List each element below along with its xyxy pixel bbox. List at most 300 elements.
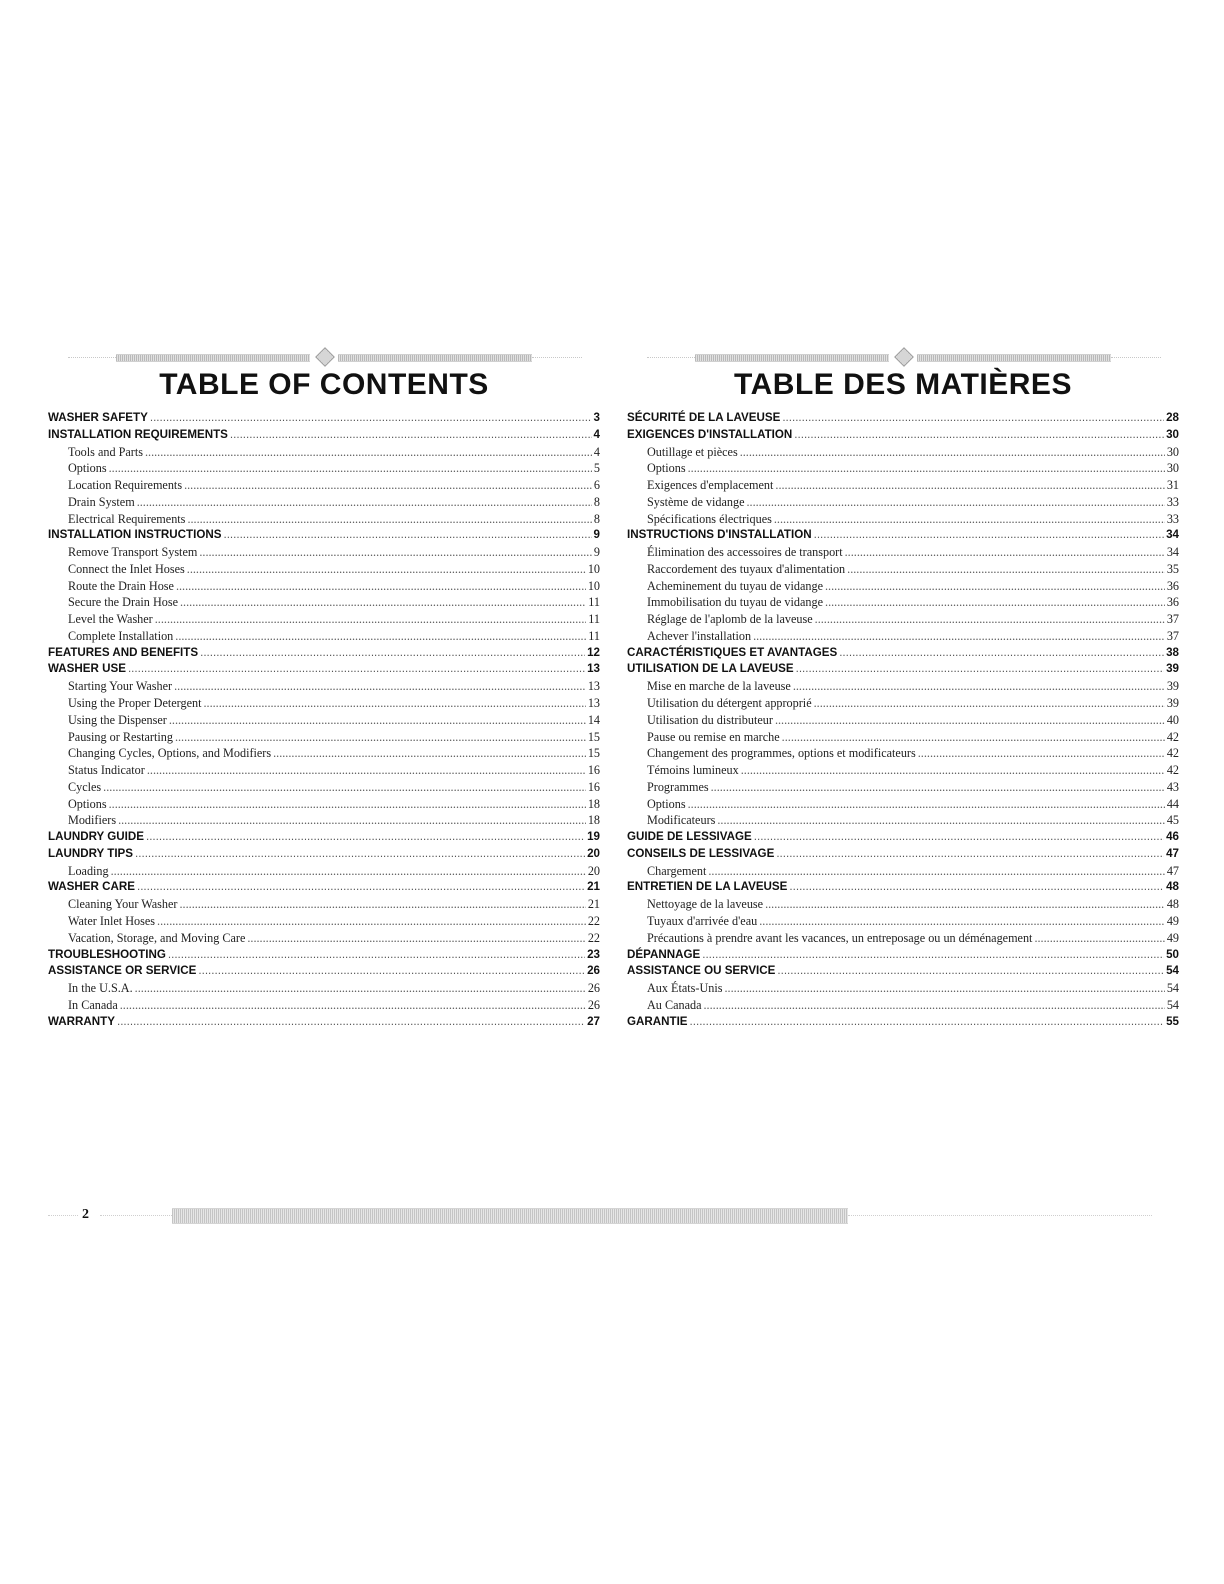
toc-subsection-entry[interactable] xyxy=(48,561,600,578)
dot-leader xyxy=(1034,930,1164,947)
toc-subsection-entry[interactable] xyxy=(48,594,600,611)
toc-entry-page: 48 xyxy=(1166,897,1179,912)
toc-section-entry[interactable] xyxy=(48,527,600,544)
toc-subsection-entry[interactable] xyxy=(48,460,600,477)
toc-entry-page: 36 xyxy=(1166,578,1179,593)
toc-entry-label: INSTALLATION REQUIREMENTS xyxy=(48,427,228,441)
dot-leader xyxy=(146,829,585,846)
toc-entry-label: Spécifications électriques xyxy=(647,511,772,526)
toc-subsection-entry[interactable] xyxy=(48,678,600,695)
dot-leader xyxy=(777,963,1164,980)
toc-subsection-entry[interactable] xyxy=(627,980,1179,997)
toc-subsection-entry[interactable] xyxy=(48,712,600,729)
toc-entry-label: Remove Transport System xyxy=(68,545,198,560)
french-toc-column xyxy=(627,350,1179,1030)
toc-entry-page: 4 xyxy=(593,444,600,459)
toc-subsection-entry[interactable] xyxy=(627,762,1179,779)
toc-subsection-entry[interactable] xyxy=(627,930,1179,947)
dot-leader xyxy=(782,410,1164,427)
toc-subsection-entry[interactable] xyxy=(48,494,600,511)
toc-subsection-entry[interactable] xyxy=(627,578,1179,595)
toc-entry-page: 30 xyxy=(1166,461,1179,476)
dot-leader xyxy=(175,628,586,645)
dot-leader xyxy=(135,846,585,863)
dot-leader xyxy=(825,594,1165,611)
dot-leader xyxy=(746,494,1164,511)
toc-subsection-entry[interactable] xyxy=(48,812,600,829)
toc-entry-label: Programmes xyxy=(647,779,709,794)
footer-dotted-line xyxy=(100,1215,172,1216)
dot-leader xyxy=(825,578,1165,595)
toc-subsection-entry[interactable] xyxy=(627,745,1179,762)
toc-subsection-entry[interactable] xyxy=(627,494,1179,511)
dot-leader xyxy=(175,729,586,746)
toc-entry-page: 6 xyxy=(593,478,600,493)
toc-entry-page: 20 xyxy=(587,846,600,860)
toc-entry-page: 9 xyxy=(593,545,600,560)
dot-leader xyxy=(230,427,592,444)
toc-entry-label: FEATURES AND BENEFITS xyxy=(48,645,199,659)
toc-entry-page: 30 xyxy=(1166,427,1179,441)
toc-entry-label: Options xyxy=(647,796,686,811)
toc-entry-label: WARRANTY xyxy=(48,1014,115,1028)
dot-leader xyxy=(793,678,1165,695)
dot-leader xyxy=(118,812,586,829)
toc-entry-label: Tuyaux d'arrivée d'eau xyxy=(647,913,758,928)
toc-entry-label: Options xyxy=(68,461,107,476)
dot-leader xyxy=(117,1014,585,1031)
toc-section-entry[interactable] xyxy=(627,1014,1179,1031)
toc-subsection-entry[interactable] xyxy=(627,544,1179,561)
toc-subsection-entry[interactable] xyxy=(627,896,1179,913)
toc-subsection-entry[interactable] xyxy=(627,477,1179,494)
toc-section-entry[interactable] xyxy=(48,410,600,427)
toc-subsection-entry[interactable] xyxy=(627,796,1179,813)
toc-subsection-entry[interactable] xyxy=(627,729,1179,746)
toc-section-entry[interactable] xyxy=(48,829,600,846)
toc-entry-label: TROUBLESHOOTING xyxy=(48,947,166,961)
toc-section-entry[interactable] xyxy=(48,947,600,964)
footer-bar xyxy=(172,1208,848,1224)
toc-entry-page: 16 xyxy=(587,779,600,794)
toc-entry-label: In the U.S.A. xyxy=(68,981,133,996)
toc-entry-page: 37 xyxy=(1166,628,1179,643)
toc-entry-page: 36 xyxy=(1166,595,1179,610)
toc-section-entry[interactable] xyxy=(627,661,1179,678)
toc-entry-page: 39 xyxy=(1166,679,1179,694)
dot-leader xyxy=(128,661,585,678)
toc-entry-label: Exigences d'emplacement xyxy=(647,478,774,493)
toc-subsection-entry[interactable] xyxy=(48,779,600,796)
toc-entry-page: 46 xyxy=(1166,830,1179,844)
toc-entry-label: Précautions à prendre avant les vacances, un entreposage ou un déménagement xyxy=(647,930,1033,945)
toc-entry-label: UTILISATION DE LA LAVEUSE xyxy=(627,662,794,676)
dot-leader xyxy=(708,863,1164,880)
toc-entry-label: LAUNDRY TIPS xyxy=(48,846,134,860)
toc-entry-page: 39 xyxy=(1166,696,1179,711)
toc-section-entry[interactable] xyxy=(627,947,1179,964)
toc-entry-page: 50 xyxy=(1166,947,1179,961)
toc-entry-page: 10 xyxy=(587,578,600,593)
toc-entry-label: Loading xyxy=(68,863,109,878)
dot-leader xyxy=(168,947,585,964)
toc-subsection-entry[interactable] xyxy=(627,444,1179,461)
toc-entry-page: 26 xyxy=(587,997,600,1012)
dot-leader xyxy=(247,930,585,947)
toc-subsection-entry[interactable] xyxy=(48,511,600,528)
toc-entry-label: Nettoyage de la laveuse xyxy=(647,897,764,912)
toc-subsection-entry[interactable] xyxy=(627,561,1179,578)
toc-section-entry[interactable] xyxy=(627,410,1179,427)
toc-section-entry[interactable] xyxy=(627,829,1179,846)
toc-section-entry[interactable] xyxy=(48,879,600,896)
toc-entry-page: 45 xyxy=(1166,813,1179,828)
toc-entry-page: 19 xyxy=(587,830,600,844)
dot-leader xyxy=(157,913,586,930)
ornament-dotted-line xyxy=(68,357,116,358)
toc-subsection-entry[interactable] xyxy=(627,460,1179,477)
toc-entry-page: 30 xyxy=(1166,444,1179,459)
toc-entry-label: Water Inlet Hoses xyxy=(68,913,156,928)
dot-leader xyxy=(740,444,1165,461)
dot-leader xyxy=(137,879,585,896)
toc-subsection-entry[interactable] xyxy=(48,729,600,746)
ornament-dotted-line xyxy=(1111,357,1161,358)
toc-subsection-entry[interactable] xyxy=(48,896,600,913)
toc-subsection-entry[interactable] xyxy=(627,863,1179,880)
dot-leader xyxy=(759,913,1165,930)
toc-entry-page: 42 xyxy=(1166,763,1179,778)
toc-entry-label: Utilisation du distributeur xyxy=(647,712,773,727)
toc-subsection-entry[interactable] xyxy=(48,544,600,561)
toc-entry-label: ASSISTANCE OU SERVICE xyxy=(627,964,776,978)
dot-leader xyxy=(765,896,1165,913)
toc-section-entry[interactable] xyxy=(627,846,1179,863)
toc-entry-page: 12 xyxy=(587,645,600,659)
dot-leader xyxy=(847,561,1165,578)
toc-entry-label: WASHER USE xyxy=(48,662,126,676)
toc-section-entry[interactable] xyxy=(48,846,600,863)
english-toc-column xyxy=(48,350,600,1030)
dot-leader xyxy=(815,611,1165,628)
toc-entry-page: 39 xyxy=(1166,662,1179,676)
toc-entry-page: 34 xyxy=(1166,545,1179,560)
toc-entry-page: 49 xyxy=(1166,930,1179,945)
toc-entry-page: 10 xyxy=(587,561,600,576)
toc-subsection-entry[interactable] xyxy=(627,913,1179,930)
toc-entry-page: 54 xyxy=(1166,981,1179,996)
toc-entry-label: INSTALLATION INSTRUCTIONS xyxy=(48,528,222,542)
toc-entry-label: Options xyxy=(647,461,686,476)
toc-entry-label: Changing Cycles, Options, and Modifiers xyxy=(68,746,272,761)
dot-leader xyxy=(103,779,586,796)
dot-leader xyxy=(775,712,1165,729)
toc-subsection-entry[interactable] xyxy=(48,611,600,628)
toc-section-entry[interactable] xyxy=(627,427,1179,444)
dot-leader xyxy=(704,997,1165,1014)
toc-entry-page: 15 xyxy=(587,746,600,761)
toc-subsection-entry[interactable] xyxy=(627,997,1179,1014)
toc-entry-page: 38 xyxy=(1166,645,1179,659)
dot-leader xyxy=(187,561,586,578)
dot-leader xyxy=(273,745,586,762)
toc-entry-label: GARANTIE xyxy=(627,1014,688,1028)
footer-dotted-line xyxy=(48,1215,78,1216)
toc-entry-label: INSTRUCTIONS D'INSTALLATION xyxy=(627,528,812,542)
toc-section-entry[interactable] xyxy=(48,661,600,678)
toc-subsection-entry[interactable] xyxy=(48,997,600,1014)
toc-entry-page: 22 xyxy=(587,930,600,945)
toc-entry-page: 26 xyxy=(587,964,600,978)
dot-leader xyxy=(702,947,1164,964)
ornament-diamond-icon xyxy=(894,347,914,367)
dot-leader xyxy=(918,745,1165,762)
page-number: 2 xyxy=(82,1207,89,1222)
toc-subsection-entry[interactable] xyxy=(627,511,1179,528)
dot-leader xyxy=(753,628,1165,645)
toc-section-entry[interactable] xyxy=(627,527,1179,544)
toc-entry-page: 22 xyxy=(587,913,600,928)
dot-leader xyxy=(782,729,1165,746)
toc-entry-page: 13 xyxy=(587,679,600,694)
toc-entry-page: 11 xyxy=(588,628,600,643)
dot-leader xyxy=(169,712,586,729)
dot-leader xyxy=(711,779,1165,796)
toc-section-entry[interactable] xyxy=(48,427,600,444)
toc-section-entry[interactable] xyxy=(48,1014,600,1031)
toc-entry-label: Using the Dispenser xyxy=(68,712,167,727)
toc-subsection-entry[interactable] xyxy=(627,695,1179,712)
toc-entry-page: 13 xyxy=(587,696,600,711)
toc-subsection-entry[interactable] xyxy=(48,477,600,494)
toc-title: TABLE DES MATIÈRES xyxy=(734,368,1072,401)
toc-entry-page: 20 xyxy=(587,863,600,878)
toc-subsection-entry[interactable] xyxy=(627,611,1179,628)
toc-entry-page: 54 xyxy=(1166,997,1179,1012)
toc-entry-label: WASHER CARE xyxy=(48,880,135,894)
toc-entry-label: Vacation, Storage, and Moving Care xyxy=(68,930,246,945)
toc-entry-label: In Canada xyxy=(68,997,118,1012)
toc-subsection-entry[interactable] xyxy=(48,578,600,595)
toc-entry-label: SÉCURITÉ DE LA LAVEUSE xyxy=(627,411,781,424)
title-ornament xyxy=(48,350,600,366)
toc-entry-page: 28 xyxy=(1166,411,1179,424)
toc-entry-label: Mise en marche de la laveuse xyxy=(647,679,791,694)
toc-entry-page: 18 xyxy=(587,813,600,828)
toc-list xyxy=(48,410,600,1030)
toc-entry-label: Starting Your Washer xyxy=(68,679,173,694)
dot-leader xyxy=(145,444,592,461)
toc-entry-page: 37 xyxy=(1166,612,1179,627)
toc-entry-label: Utilisation du détergent approprié xyxy=(647,696,812,711)
toc-entry-page: 8 xyxy=(593,511,600,526)
toc-entry-label: Outillage et pièces xyxy=(647,444,738,459)
toc-entry-page: 48 xyxy=(1166,880,1179,894)
toc-entry-label: Système de vidange xyxy=(647,494,745,509)
page-footer xyxy=(48,1206,1152,1226)
dot-leader xyxy=(184,477,592,494)
toc-entry-page: 55 xyxy=(1166,1014,1179,1028)
toc-subsection-entry[interactable] xyxy=(48,628,600,645)
toc-entry-label: Electrical Requirements xyxy=(68,511,186,526)
dot-leader xyxy=(688,796,1165,813)
dot-leader xyxy=(775,477,1164,494)
toc-entry-label: EXIGENCES D'INSTALLATION xyxy=(627,427,793,441)
ornament-diamond-icon xyxy=(315,347,335,367)
toc-entry-page: 49 xyxy=(1166,913,1179,928)
dot-leader xyxy=(176,578,586,595)
toc-subsection-entry[interactable] xyxy=(48,930,600,947)
toc-entry-label: Témoins lumineux xyxy=(647,763,739,778)
toc-title: TABLE OF CONTENTS xyxy=(159,368,489,401)
dot-leader xyxy=(796,661,1164,678)
toc-entry-page: 34 xyxy=(1166,528,1179,542)
dot-leader xyxy=(150,410,592,427)
toc-entry-label: Tools and Parts xyxy=(68,444,143,459)
dot-leader xyxy=(198,963,585,980)
toc-entry-label: Pausing or Restarting xyxy=(68,729,173,744)
dot-leader xyxy=(814,527,1165,544)
toc-entry-label: DÉPANNAGE xyxy=(627,947,701,961)
toc-subsection-entry[interactable] xyxy=(627,628,1179,645)
toc-entry-label: Au Canada xyxy=(647,997,702,1012)
toc-entry-label: Secure the Drain Hose xyxy=(68,595,178,610)
toc-entry-page: 23 xyxy=(587,947,600,961)
toc-entry-label: Réglage de l'aplomb de la laveuse xyxy=(647,612,813,627)
toc-section-entry[interactable] xyxy=(48,645,600,662)
toc-entry-label: Options xyxy=(68,796,107,811)
toc-entry-label: Using the Proper Detergent xyxy=(68,696,202,711)
dot-leader xyxy=(776,846,1164,863)
toc-entry-page: 26 xyxy=(587,981,600,996)
dot-leader xyxy=(774,511,1165,528)
toc-entry-page: 33 xyxy=(1166,494,1179,509)
dot-leader xyxy=(717,812,1164,829)
dot-leader xyxy=(814,695,1165,712)
toc-subsection-entry[interactable] xyxy=(48,796,600,813)
toc-subsection-entry[interactable] xyxy=(627,779,1179,796)
dot-leader xyxy=(155,611,587,628)
toc-entry-label: Route the Drain Hose xyxy=(68,578,174,593)
toc-section-entry[interactable] xyxy=(627,645,1179,662)
toc-section-entry[interactable] xyxy=(48,963,600,980)
toc-subsection-entry[interactable] xyxy=(627,712,1179,729)
toc-entry-page: 33 xyxy=(1166,511,1179,526)
toc-entry-label: CARACTÉRISTIQUES ET AVANTAGES xyxy=(627,645,838,659)
toc-entry-page: 44 xyxy=(1166,796,1179,811)
toc-entry-label: ASSISTANCE OR SERVICE xyxy=(48,964,197,978)
toc-entry-page: 47 xyxy=(1166,846,1179,860)
toc-entry-page: 54 xyxy=(1166,964,1179,978)
dot-leader xyxy=(725,980,1165,997)
toc-section-entry[interactable] xyxy=(627,963,1179,980)
toc-entry-page: 11 xyxy=(588,612,600,627)
toc-subsection-entry[interactable] xyxy=(48,863,600,880)
toc-entry-label: Level the Washer xyxy=(68,612,153,627)
dot-leader xyxy=(135,980,586,997)
dot-leader xyxy=(180,896,586,913)
dot-leader xyxy=(174,678,586,695)
toc-entry-page: 13 xyxy=(587,662,600,676)
toc-entry-page: 16 xyxy=(587,763,600,778)
ornament-dotted-line xyxy=(647,357,695,358)
toc-entry-page: 15 xyxy=(587,729,600,744)
dot-leader xyxy=(109,460,592,477)
toc-subsection-entry[interactable] xyxy=(48,762,600,779)
dot-leader xyxy=(754,829,1164,846)
toc-entry-page: 14 xyxy=(587,712,600,727)
toc-subsection-entry[interactable] xyxy=(48,980,600,997)
toc-entry-page: 27 xyxy=(587,1014,600,1028)
dot-leader xyxy=(203,695,585,712)
toc-entry-label: Drain System xyxy=(68,494,135,509)
toc-subsection-entry[interactable] xyxy=(627,678,1179,695)
toc-entry-label: Aux États-Unis xyxy=(647,981,723,996)
toc-entry-page: 3 xyxy=(593,411,600,424)
toc-entry-page: 40 xyxy=(1166,712,1179,727)
dot-leader xyxy=(223,527,591,544)
toc-entry-label: ENTRETIEN DE LA LAVEUSE xyxy=(627,880,788,894)
toc-subsection-entry[interactable] xyxy=(48,444,600,461)
title-ornament xyxy=(627,350,1179,366)
toc-entry-label: Achever l'installation xyxy=(647,628,752,643)
dot-leader xyxy=(111,863,586,880)
toc-subsection-entry[interactable] xyxy=(627,594,1179,611)
toc-entry-page: 35 xyxy=(1166,561,1179,576)
toc-entry-page: 18 xyxy=(587,796,600,811)
toc-entry-label: Changement des programmes, options et modificateurs xyxy=(647,746,916,761)
toc-entry-label: Complete Installation xyxy=(68,628,174,643)
toc-entry-page: 4 xyxy=(593,427,600,441)
dot-leader xyxy=(137,494,592,511)
ornament-bar xyxy=(338,354,532,362)
toc-entry-label: CONSEILS DE LESSIVAGE xyxy=(627,846,775,860)
toc-entry-label: Modificateurs xyxy=(647,813,716,828)
dot-leader xyxy=(180,594,586,611)
toc-entry-page: 21 xyxy=(587,897,600,912)
toc-subsection-entry[interactable] xyxy=(48,745,600,762)
toc-entry-label: Location Requirements xyxy=(68,478,183,493)
dot-leader xyxy=(741,762,1165,779)
toc-entry-label: Connect the Inlet Hoses xyxy=(68,561,185,576)
dot-leader xyxy=(109,796,586,813)
toc-entry-page: 9 xyxy=(593,528,600,542)
toc-entry-page: 11 xyxy=(588,595,600,610)
toc-entry-page: 31 xyxy=(1166,478,1179,493)
dot-leader xyxy=(199,544,592,561)
toc-entry-label: LAUNDRY GUIDE xyxy=(48,830,144,844)
toc-entry-label: Modifiers xyxy=(68,813,117,828)
toc-entry-label: GUIDE DE LESSIVAGE xyxy=(627,830,752,844)
dot-leader xyxy=(187,511,591,528)
toc-entry-page: 5 xyxy=(593,461,600,476)
toc-entry-label: WASHER SAFETY xyxy=(48,411,148,424)
toc-subsection-entry[interactable] xyxy=(48,695,600,712)
toc-entry-label: Cleaning Your Washer xyxy=(68,897,178,912)
dot-leader xyxy=(200,645,585,662)
dot-leader xyxy=(688,460,1165,477)
toc-entry-label: Pause ou remise en marche xyxy=(647,729,780,744)
dot-leader xyxy=(839,645,1164,662)
toc-subsection-entry[interactable] xyxy=(627,812,1179,829)
toc-subsection-entry[interactable] xyxy=(48,913,600,930)
dot-leader xyxy=(789,879,1164,896)
toc-section-entry[interactable] xyxy=(627,879,1179,896)
dot-leader xyxy=(120,997,586,1014)
toc-entry-label: Status Indicator xyxy=(68,763,145,778)
toc-entry-page: 43 xyxy=(1166,779,1179,794)
toc-list xyxy=(627,410,1179,1030)
